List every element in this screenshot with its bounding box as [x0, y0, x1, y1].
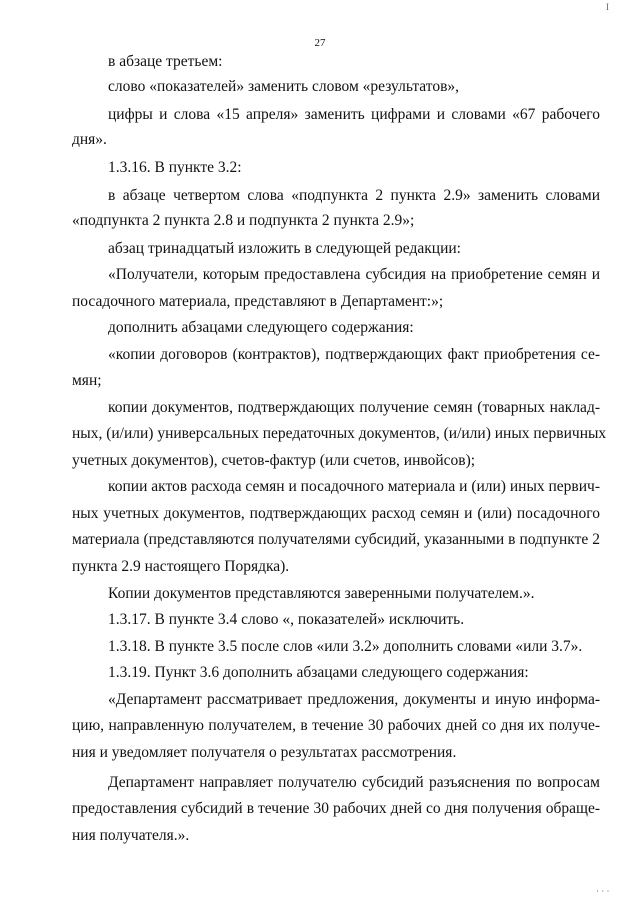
text-line: «Получатели, которым предоставлена субсидия на приобретение семян и: [108, 266, 600, 283]
text-line: дня».: [72, 131, 107, 148]
text-line: Департамент направляет получателю субсидий разъяснения по вопросам: [108, 774, 600, 791]
text-line: копии актов расхода семян и посадочного материала и (или) иных первич-: [108, 478, 600, 495]
text-line: мян;: [72, 372, 102, 389]
text-line: дополнить абзацами следующего содержания:: [108, 319, 414, 336]
text-line: ния получателя.».: [72, 827, 190, 844]
text-line: цифры и слова «15 апреля» заменить цифрами и словами «67 рабочего: [108, 106, 600, 123]
text-line: 1.3.18. В пункте 3.5 после слов «или 3.2» дополнить словами «или 3.7».: [108, 638, 583, 655]
text-line: пункта 2.9 настоящего Порядка).: [72, 558, 290, 575]
text-line: предоставления субсидий в течение 30 рабочих дней со дня получения обраще-: [72, 800, 600, 817]
page-number: 27: [314, 37, 326, 49]
text-line: 1.3.17. В пункте 3.4 слово «, показателей» исключить.: [108, 611, 465, 628]
text-line: абзац тринадцатый изложить в следующей редакции:: [108, 240, 461, 257]
text-line: 1.3.16. В пункте 3.2:: [108, 159, 242, 176]
text-line: посадочного материала, представляют в Департамент:»;: [72, 293, 444, 310]
text-line: в абзаце четвертом слова «подпункта 2 пункта 2.9» заменить словами: [108, 187, 600, 204]
corner-mark: I: [606, 2, 609, 12]
text-line: копии документов, подтверждающих получение семян (товарных наклад-: [108, 399, 600, 416]
text-line: Копии документов представляются заверенными получателем.».: [108, 585, 535, 602]
text-line: «подпункта 2 пункта 2.8 и подпункта 2 пункта 2.9»;: [72, 212, 415, 229]
text-line: учетных документов), счетов-фактур (или счетов, инвойсов);: [72, 452, 476, 469]
corner-mark: · · ·: [596, 886, 610, 896]
text-line: слово «показателей» заменить словом «результатов»,: [108, 78, 460, 95]
text-line: 1.3.19. Пункт 3.6 дополнить абзацами следующего содержания:: [108, 664, 529, 681]
text-line: ных учетных документов, подтверждающих расход семян и (или) посадочного: [72, 505, 600, 522]
text-line: ных, (и/или) универсальных передаточных документов, (и/или) иных первичных: [72, 425, 607, 442]
text-line: цию, направленную получателем, в течение 30 рабочих дней со дня их получе-: [72, 717, 600, 734]
text-line: «Департамент рассматривает предложения, документы и иную информа-: [108, 691, 600, 708]
text-line: в абзаце третьем:: [108, 53, 223, 70]
text-line: ния и уведомляет получателя о результатах рассмотрения.: [72, 744, 457, 761]
text-line: материала (представляются получателями субсидий, указанными в подпункте 2: [72, 531, 600, 548]
text-line: «копии договоров (контрактов), подтверждающих факт приобретения се-: [108, 346, 600, 363]
